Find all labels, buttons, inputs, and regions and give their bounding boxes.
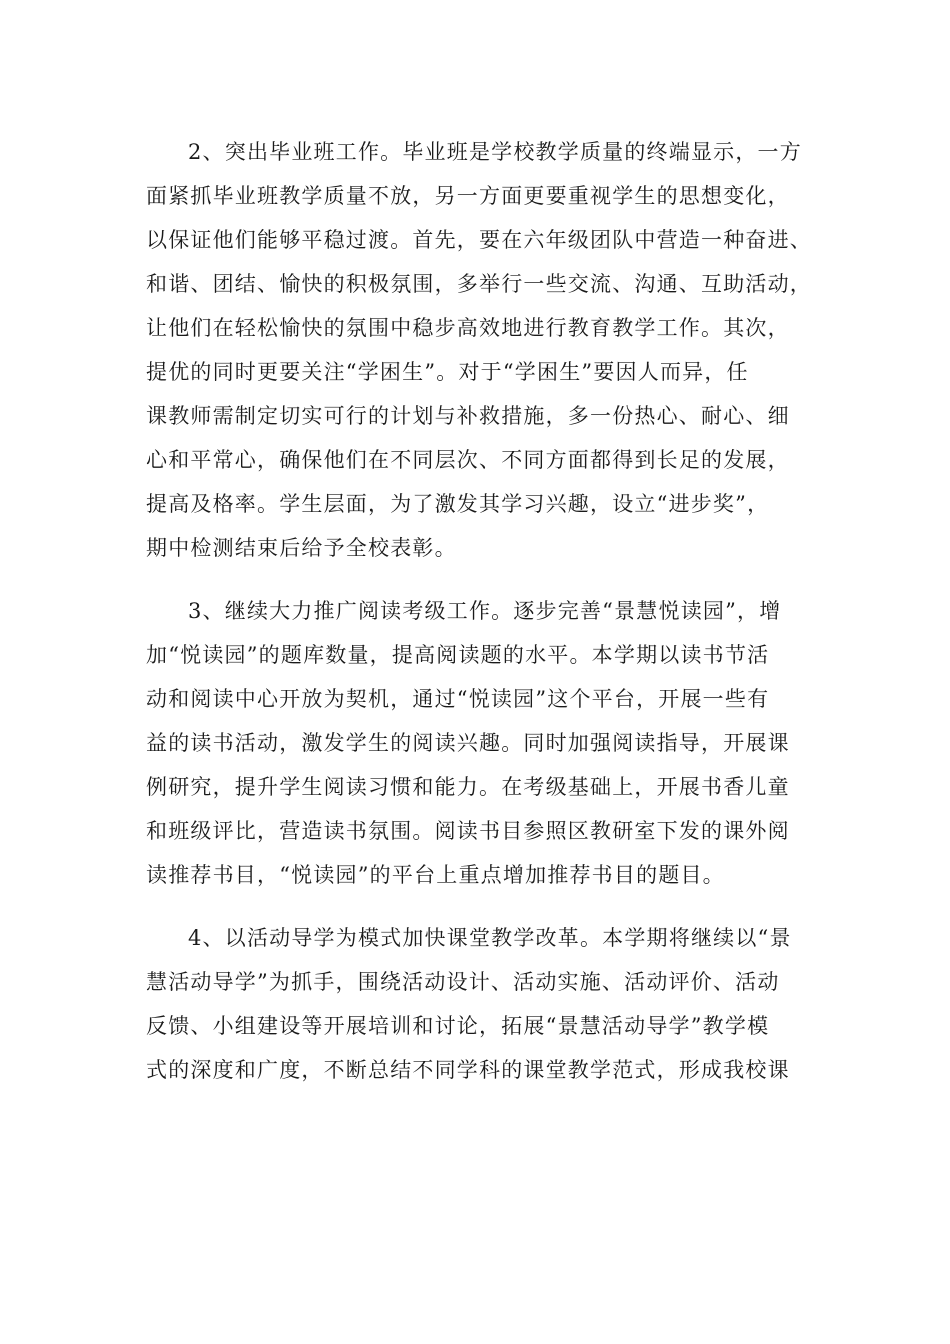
text-line: 反馈、小组建设等开展培训和讨论，拓展“景慧活动导学”教学模 xyxy=(146,1014,770,1038)
text-line: 2、突出毕业班工作。毕业班是学校教学质量的终端显示，一方 xyxy=(188,140,802,164)
text-line: 以保证他们能够平稳过渡。首先，要在六年级团队中营造一种奋进、 xyxy=(146,228,812,252)
paragraph-graduating-class xyxy=(146,130,812,570)
text-line: 课教师需制定切实可行的计划与补救措施，多一份热心、耐心、细 xyxy=(146,404,790,428)
text-line: 3、继续大力推广阅读考级工作。逐步完善“景慧悦读园”，增 xyxy=(188,599,782,623)
text-line: 式的深度和广度，不断总结不同学科的课堂教学范式，形成我校课 xyxy=(146,1058,790,1082)
text-line: 4、以活动导学为模式加快课堂教学改革。本学期将继续以“景 xyxy=(188,926,792,950)
text-line: 加“悦读园”的题库数量，提高阅读题的水平。本学期以读书节活 xyxy=(146,643,770,667)
text-line: 例研究，提升学生阅读习惯和能力。在考级基础上，开展书香儿童 xyxy=(146,775,790,799)
text-line: 和班级评比，营造读书氛围。阅读书目参照区教研室下发的课外阅 xyxy=(146,819,790,843)
text-line: 提优的同时更要关注“学困生”。对于“学困生”要因人而异，任 xyxy=(146,360,749,384)
paragraph-classroom-reform xyxy=(146,916,806,1092)
text-line: 益的读书活动，激发学生的阅读兴趣。同时加强阅读指导，开展课 xyxy=(146,731,790,755)
text-line: 动和阅读中心开放为契机，通过“悦读园”这个平台，开展一些有 xyxy=(146,687,770,711)
document-body xyxy=(146,130,812,1111)
text-line: 读推荐书目，“悦读园”的平台上重点增加推荐书目的题目。 xyxy=(146,863,725,887)
paragraph-reading-program xyxy=(146,589,806,897)
text-line: 慧活动导学”为抓手，围绕活动设计、活动实施、活动评价、活动 xyxy=(146,970,780,994)
text-line: 和谐、团结、愉快的积极氛围，多举行一些交流、沟通、互助活动， xyxy=(146,272,812,296)
text-line: 心和平常心，确保他们在不同层次、不同方面都得到长足的发展， xyxy=(146,448,790,472)
text-line: 面紧抓毕业班教学质量不放，另一方面更要重视学生的思想变化， xyxy=(146,184,790,208)
text-line: 让他们在轻松愉快的氛围中稳步高效地进行教育教学工作。其次， xyxy=(146,316,790,340)
text-line: 期中检测结束后给予全校表彰。 xyxy=(146,536,457,560)
text-line: 提高及格率。学生层面，为了激发其学习兴趣，设立“进步奖”， xyxy=(146,492,770,516)
